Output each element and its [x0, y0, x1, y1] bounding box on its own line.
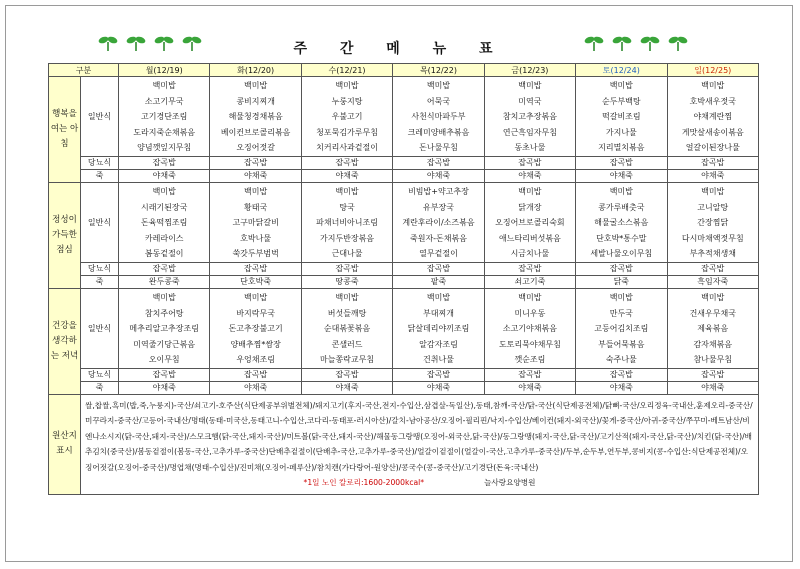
- porridge-menu-cell: 단호박죽: [210, 275, 301, 288]
- menu-item: 해물청경채볶음: [228, 112, 283, 122]
- diabetic-menu-cell: 잡곡밥: [667, 156, 758, 169]
- sprout-icon: [668, 34, 688, 52]
- menu-item: 쑥갓두부범벅: [232, 249, 279, 259]
- menu-item: 고등어김치조림: [594, 324, 649, 334]
- menu-item: 백미밥: [244, 292, 268, 302]
- menu-item: 건새우무채국: [689, 308, 736, 318]
- porridge-diet-label: 죽: [81, 381, 119, 394]
- menu-cell: [576, 182, 667, 262]
- menu-item: 만두국: [609, 308, 633, 318]
- menu-item: 해물굴소스볶음: [594, 218, 649, 228]
- porridge-menu-cell: 야채죽: [393, 169, 484, 182]
- menu-item: 게맛살새송이볶음: [681, 127, 744, 137]
- meal-row-diabetic: [49, 368, 759, 381]
- menu-item: 야채계란찜: [693, 112, 733, 122]
- menu-item: 백미밥: [426, 292, 451, 302]
- origin-text: 쌀,찹쌀,흑미(밥,죽,누룽지)-국산/쇠고기-호주산(식단제공부위별전체)/돼지고기(후지-국산,전지-수입산,삼겹살-독일산),동태,참깨-국산/닭-국산(식단제공전체)/닭뼈-국산/오리정육-국내산,훈제오리-중국산/미꾸라지-중국산/고등어-국내산/명태(동태-미국산,동태고니-수입산,코다리-동태포-러시아산)/갈치-남아공산/오징어-필리핀/낙지-수입산/베이컨(돼지-외국산)/꽃게-중국산/아귀-중국산/쭈꾸미-베트남산/비엔나소시지(닭-국산,돼지-국산)/스모크햄(닭-국산,돼지-국산)/미트볼(닭-국산,돼지-국산)/해물동그랑땡(오징어-외국산,닭-국산)/동그랑땡(돼지-국산,닭-국산)/고기산적(돼지-국산,닭-국산)/치킨(닭-국산)/배추김치(중국산)/봄동겉절이(봄동-국산,고추가루-중국산)단배추겉절이(단배추-국산,고추가루-중국산)/얼갈이겉절이(얼갈이-국산,고추가루-중국산)/두부,순두부,연두부,콩비지(콩-수입산:식단제공전체)/오징어젓갈(오징어-중국산)/명엽채(명태-수입산)/진미채(오징어-페루산)/참치캔(가다랑어-원양산)/콩국수(콩-중국산)/고기경단(돈육:국내산): [85, 400, 753, 472]
- menu-cell: [393, 77, 484, 157]
- menu-item: 백미밥: [609, 292, 633, 302]
- diabetic-menu-cell: 잡곡밥: [484, 262, 575, 275]
- sprout-icon: [640, 34, 660, 52]
- menu-item: 호박나물: [240, 233, 272, 243]
- porridge-menu-cell: 야채죽: [301, 169, 392, 182]
- menu-item: 돈육떡찜조림: [141, 218, 188, 228]
- diabetic-menu-cell: 잡곡밥: [667, 368, 758, 381]
- menu-item: 콩비지찌개: [236, 96, 275, 106]
- menu-item: 부추적채생채: [689, 249, 736, 259]
- porridge-menu-cell: 야채죽: [667, 169, 758, 182]
- meal-row-regular: [49, 182, 759, 262]
- menu-item: 세발나물오이무침: [590, 249, 653, 259]
- menu-item: 버섯들깨탕: [327, 308, 367, 318]
- diabetic-menu-cell: 잡곡밥: [393, 262, 484, 275]
- menu-item: 제육볶음: [697, 324, 729, 334]
- menu-item: 크레미양배추볶음: [407, 127, 470, 137]
- menu-item: 백미밥: [152, 81, 176, 90]
- menu-cell: [210, 182, 301, 262]
- meal-row-regular: [49, 288, 759, 368]
- menu-item: 봄동겉절이: [144, 249, 184, 259]
- menu-item: 계란후라이/소즈볶음: [402, 218, 475, 228]
- sprout-icon: [584, 34, 604, 52]
- menu-item: 닭살데리야끼조림: [407, 324, 470, 334]
- menu-item: 소고기무국: [144, 96, 184, 106]
- porridge-diet-label: 죽: [81, 169, 119, 182]
- diabetic-menu-cell: 잡곡밥: [301, 156, 392, 169]
- menu-item: 백미밥: [701, 186, 725, 196]
- menu-cell: [576, 288, 667, 368]
- regular-diet-label: 일반식: [81, 77, 119, 157]
- porridge-menu-cell: 닭죽: [576, 275, 667, 288]
- diabetic-diet-label: 당뇨식: [81, 368, 119, 381]
- menu-item: 고구마닭갈비: [232, 218, 279, 228]
- calorie-note: *1일 노인 칼로리:1600-2000kcal*: [303, 478, 425, 488]
- menu-cell: [484, 77, 575, 157]
- menu-item: 건취나물: [423, 355, 454, 365]
- diabetic-menu-cell: 잡곡밥: [210, 368, 301, 381]
- diabetic-diet-label: 당뇨식: [81, 262, 119, 275]
- menu-item: 백미밥: [335, 81, 359, 90]
- origin-label: 원산지 표시: [49, 394, 81, 494]
- menu-item: 애느타리버섯볶음: [498, 233, 561, 243]
- menu-item: 참치고추장볶음: [502, 112, 557, 122]
- menu-item: 돈나물무침: [419, 143, 458, 153]
- menu-item: 얼갈이된장나물: [685, 143, 740, 153]
- menu-item: 부대찌개: [423, 308, 454, 318]
- menu-item: 치커리사과겉절이: [316, 143, 378, 153]
- day-header: 화(12/20): [210, 64, 301, 77]
- menu-item: 미역국: [518, 96, 542, 106]
- menu-item: 백미밥: [335, 292, 359, 302]
- menu-item: 오징어젓갈: [236, 143, 275, 153]
- menu-item: 탕국: [339, 202, 355, 212]
- porridge-menu-cell: 땅콩죽: [301, 275, 392, 288]
- origin-footer: [85, 475, 754, 491]
- menu-cell: [667, 288, 758, 368]
- menu-item: 마늘쫑락교무침: [320, 355, 375, 365]
- menu-cell: [576, 77, 667, 157]
- menu-item: 양배추찜*쌈장: [230, 339, 281, 349]
- origin-cell: [81, 394, 759, 494]
- menu-item: 콩가루배춧국: [598, 202, 645, 212]
- menu-item: 우엉채조림: [236, 355, 275, 365]
- menu-item: 가지두반장볶음: [320, 233, 375, 243]
- diabetic-menu-cell: 잡곡밥: [210, 156, 301, 169]
- menu-item: 알감자조림: [419, 339, 458, 349]
- menu-item: 미역줄기당근볶음: [133, 339, 196, 349]
- menu-item: 메추리알고추장조림: [129, 324, 199, 334]
- weekly-menu-table: [48, 63, 759, 495]
- menu-item: 백미밥: [152, 292, 176, 302]
- menu-item: 동초나물: [514, 143, 546, 153]
- day-header: 목(12/22): [393, 64, 484, 77]
- menu-item: 콘샐러드: [331, 339, 363, 349]
- menu-cell: [119, 182, 210, 262]
- diabetic-menu-cell: 잡곡밥: [301, 262, 392, 275]
- day-header-saturday: 토(12/24): [576, 64, 667, 77]
- porridge-menu-cell: 야채죽: [484, 169, 575, 182]
- origin-row: [49, 394, 759, 494]
- menu-item: 지리멸치볶음: [598, 143, 645, 153]
- menu-item: 고니알탕: [697, 202, 729, 212]
- porridge-menu-cell: 야채죽: [576, 169, 667, 182]
- menu-item: 호박새우젓국: [689, 96, 736, 106]
- porridge-menu-cell: 팥죽: [393, 275, 484, 288]
- porridge-menu-cell: 야채죽: [393, 381, 484, 394]
- menu-item: 감자채볶음: [693, 339, 733, 349]
- menu-item: 백미밥: [518, 186, 542, 196]
- menu-item: 단호박*통수말: [596, 233, 647, 243]
- diabetic-menu-cell: 잡곡밥: [119, 368, 210, 381]
- meal-label-breakfast: 행복을 여는 아침: [49, 77, 81, 183]
- porridge-menu-cell: 야채죽: [210, 169, 301, 182]
- menu-item: 간장찜닭: [697, 218, 729, 228]
- menu-cell: [393, 182, 484, 262]
- page-title: 주 간 메 뉴 표: [293, 41, 507, 57]
- day-header: 금(12/23): [484, 64, 575, 77]
- menu-item: 깻순조림: [514, 355, 546, 365]
- menu-item: 참나물무침: [693, 355, 733, 365]
- diabetic-menu-cell: 잡곡밥: [393, 156, 484, 169]
- menu-item: 유부장국: [423, 202, 454, 212]
- porridge-menu-cell: 쇠고기죽: [484, 275, 575, 288]
- diabetic-menu-cell: 잡곡밥: [301, 368, 392, 381]
- porridge-menu-cell: 야채죽: [484, 381, 575, 394]
- meal-row-diabetic: [49, 156, 759, 169]
- menu-item: 연근흑임자무침: [502, 127, 557, 137]
- meal-row-porridge: [49, 169, 759, 182]
- menu-item: 미니우동: [514, 308, 546, 318]
- menu-item: 순두부백탕: [602, 96, 641, 106]
- menu-item: 숙주나물: [605, 355, 637, 365]
- menu-cell: [301, 288, 392, 368]
- menu-item: 백미밥: [518, 292, 542, 302]
- menu-cell: [210, 288, 301, 368]
- meal-row-porridge: [49, 381, 759, 394]
- header-label: 구분: [49, 64, 119, 77]
- menu-item: 가지나물: [605, 127, 637, 137]
- menu-cell: [301, 77, 392, 157]
- day-header-sunday: 일(12/25): [667, 64, 758, 77]
- regular-diet-label: 일반식: [81, 182, 119, 262]
- menu-cell: [484, 182, 575, 262]
- day-header: 수(12/21): [301, 64, 392, 77]
- menu-item: 백미밥: [244, 81, 268, 90]
- diabetic-menu-cell: 잡곡밥: [667, 262, 758, 275]
- diabetic-menu-cell: 잡곡밥: [393, 368, 484, 381]
- diabetic-menu-cell: 잡곡밥: [210, 262, 301, 275]
- menu-item: 바지락무국: [236, 308, 275, 318]
- diabetic-menu-cell: 잡곡밥: [576, 262, 667, 275]
- porridge-menu-cell: 완두콩죽: [119, 275, 210, 288]
- header-row: [49, 64, 759, 77]
- menu-item: 고기경단조림: [141, 112, 188, 122]
- menu-item: 백미밥: [609, 81, 633, 90]
- menu-item: 부들어묵볶음: [598, 339, 645, 349]
- menu-item: 오징어브로콜리숙회: [495, 218, 565, 228]
- menu-cell: [119, 288, 210, 368]
- menu-item: 비빔밥+약고추장: [408, 186, 469, 196]
- menu-item: 죽원자-돈채볶음: [409, 233, 467, 243]
- meal-label-lunch: 정성이 가득한 점심: [49, 182, 81, 288]
- menu-item: 도토리묵야채무침: [498, 339, 561, 349]
- menu-item: 백미밥: [244, 186, 268, 196]
- diabetic-menu-cell: 잡곡밥: [576, 156, 667, 169]
- menu-cell: [301, 182, 392, 262]
- meal-row-diabetic: [49, 262, 759, 275]
- menu-item: 떡갈비조림: [602, 112, 641, 122]
- menu-item: 시금치나물: [510, 249, 550, 259]
- menu-item: 시래기된장국: [141, 202, 188, 212]
- menu-item: 어묵국: [426, 96, 451, 106]
- porridge-menu-cell: 야채죽: [667, 381, 758, 394]
- menu-cell: [393, 288, 484, 368]
- menu-item: 카레라이스: [144, 233, 184, 243]
- menu-item: 참치주어탕: [144, 308, 184, 318]
- menu-item: 베이컨브로콜리볶음: [220, 127, 291, 137]
- diabetic-menu-cell: 잡곡밥: [484, 368, 575, 381]
- menu-item: 백미밥: [335, 186, 359, 196]
- diabetic-menu-cell: 잡곡밥: [484, 156, 575, 169]
- menu-item: 근대나물: [331, 249, 363, 259]
- menu-cell: [667, 77, 758, 157]
- menu-item: 누룽지탕: [331, 96, 363, 106]
- porridge-diet-label: 죽: [81, 275, 119, 288]
- menu-item: 파채너비아니조림: [316, 218, 378, 228]
- menu-cell: [119, 77, 210, 157]
- diabetic-menu-cell: 잡곡밥: [119, 156, 210, 169]
- menu-item: 황태국: [244, 202, 268, 212]
- menu-item: 백미밥: [518, 81, 542, 90]
- porridge-menu-cell: 야채죽: [301, 381, 392, 394]
- menu-item: 우불고기: [331, 112, 363, 122]
- diabetic-diet-label: 당뇨식: [81, 156, 119, 169]
- porridge-menu-cell: 야채죽: [119, 169, 210, 182]
- diabetic-menu-cell: 잡곡밥: [576, 368, 667, 381]
- menu-item: 백미밥: [426, 81, 451, 90]
- menu-item: 백미밥: [701, 81, 725, 90]
- regular-diet-label: 일반식: [81, 288, 119, 368]
- meal-label-dinner: 건강을 생각하는 저녁: [49, 288, 81, 394]
- menu-item: 사천식마파두부: [411, 112, 466, 122]
- porridge-menu-cell: 흑임자죽: [667, 275, 758, 288]
- porridge-menu-cell: 야채죽: [576, 381, 667, 394]
- meal-row-regular: [49, 77, 759, 157]
- menu-item: 닭개장: [518, 202, 542, 212]
- menu-cell: [484, 288, 575, 368]
- menu-item: 양념깻잎지무침: [137, 143, 192, 153]
- porridge-menu-cell: 야채죽: [210, 381, 301, 394]
- menu-cell: [210, 77, 301, 157]
- menu-item: 백미밥: [152, 186, 176, 196]
- porridge-menu-cell: 야채죽: [119, 381, 210, 394]
- sprout-icon: [612, 34, 632, 52]
- sprout-decoration-right: [584, 34, 688, 52]
- menu-item: 열무겉절이: [419, 249, 458, 259]
- facility-name: 늘사랑요양병원: [484, 478, 536, 488]
- menu-item: 백미밥: [701, 292, 725, 302]
- menu-item: 순대볶꽃볶음: [323, 324, 371, 334]
- diabetic-menu-cell: 잡곡밥: [119, 262, 210, 275]
- menu-item: 백미밥: [609, 186, 633, 196]
- menu-item: 돈고추장불고기: [228, 324, 283, 334]
- menu-item: 청포묵김가루무침: [316, 127, 378, 137]
- menu-item: 도라지죽순채볶음: [133, 127, 196, 137]
- menu-cell: [667, 182, 758, 262]
- menu-item: 오이무침: [148, 355, 180, 365]
- menu-item: 소고기야채볶음: [502, 324, 557, 334]
- menu-item: 다시마채액젓무침: [681, 233, 744, 243]
- meal-row-porridge: [49, 275, 759, 288]
- day-header: 월(12/19): [119, 64, 210, 77]
